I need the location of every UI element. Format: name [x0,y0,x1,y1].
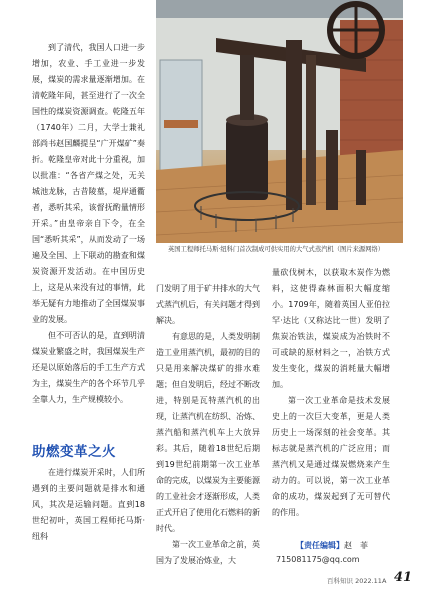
magazine-issue: 百科知识 2022.11A [327,577,387,585]
paragraph: 在进行煤炭开采时，人们所遇到的主要问题就是排水和通风，其次是运输问题。直到18世纪初叶，英国工程师托马斯·纽科 [32,468,145,541]
paragraph: 第一次工业革命之前，英国为了发展冶炼业，大 [156,540,260,565]
paragraph: 量砍伐树木，以获取木炭作为燃料，这使得森林面积大幅度缩小。1709年，随着英国人亚伯拉罕·达比（又称达比一世）发明了焦炭冶铁法，煤炭成为冶铁时不可或缺的原材料之一，冶铁方式发生变化，煤炭的消耗量大幅增加。 [272,268,390,389]
article-column-left [32,40,145,408]
paragraph: 有意思的是，人类发明制造工业用蒸汽机，最初的目的只是用来解决煤矿的排水难题；但自发明后，经过不断改进，特别是瓦特蒸汽机的出现，让蒸汽机在纺织、冶炼、蒸汽船和蒸汽机车上大放异彩。其后，随着18世纪后期到19世纪前期第一次工业革命的完成，以煤炭为主要能源的工业社会才逐渐形成，人类正式开启了使用化石燃料的新时代。 [156,332,260,533]
article-column-middle [156,281,260,569]
paragraph: 门发明了用于矿井排水的大气式蒸汽机后，有关问题才得到解决。 [156,284,260,325]
editor-email: 715081175@qq.com [276,555,360,564]
paragraph: 到了清代，我国人口进一步增加，农业、手工业进一步发展，煤炭的需求量逐渐增加。在清乾隆年间，甚至进行了一次全国性的煤炭资源调查。乾隆五年（1740年）二月，大学士兼礼部尚书赵国麟提呈“广开煤矿”奏折。乾隆皇帝对此十分重视，加以批准：“各省产煤之处，无关城池龙脉，古昔陵墓，堤岸通衢者，悉听其采，该督抚酌量情形开采。”由皇帝亲自下令，在全国“悉听其采”，从而发动了一场遍及全国、上下联动的勘查和煤炭资源开发活动。在中国历史上，这是从来没有过的事情，此举无疑有力地推动了全国煤炭事业的发展。 [32,43,145,324]
photo-caption: 英国工程师托马斯·纽科门首次制成可供实用的大气式蒸汽机（图片来源网络） [168,246,385,253]
editor-credit [296,540,368,551]
steam-engine-photo [156,0,403,243]
paragraph: 第一次工业革命是技术发展史上的一次巨大变革，更是人类历史上一场深刻的社会变革。其标志就是蒸汽机的广泛应用；而蒸汽机又是通过煤炭燃烧来产生动力的。可以说，第一次工业革命的成功，煤炭起到了无可替代的作用。 [272,396,390,517]
article-column-right [272,265,390,521]
section-heading: 助燃变革之火 [32,444,116,460]
editor-name: 赵 菲 [344,541,368,550]
steam-engine-illustration [156,0,403,243]
article-column-left-bottom [32,465,145,545]
editor-tag: 【责任编辑】 [296,541,344,550]
paragraph: 但不可否认的是，直到明清煤炭业繁盛之时，我国煤炭生产还是以原始落后的手工生产方式为主，煤炭生产的各个环节几乎全靠人力，生产规模较小。 [32,331,145,404]
page-number: 41 [394,570,413,585]
